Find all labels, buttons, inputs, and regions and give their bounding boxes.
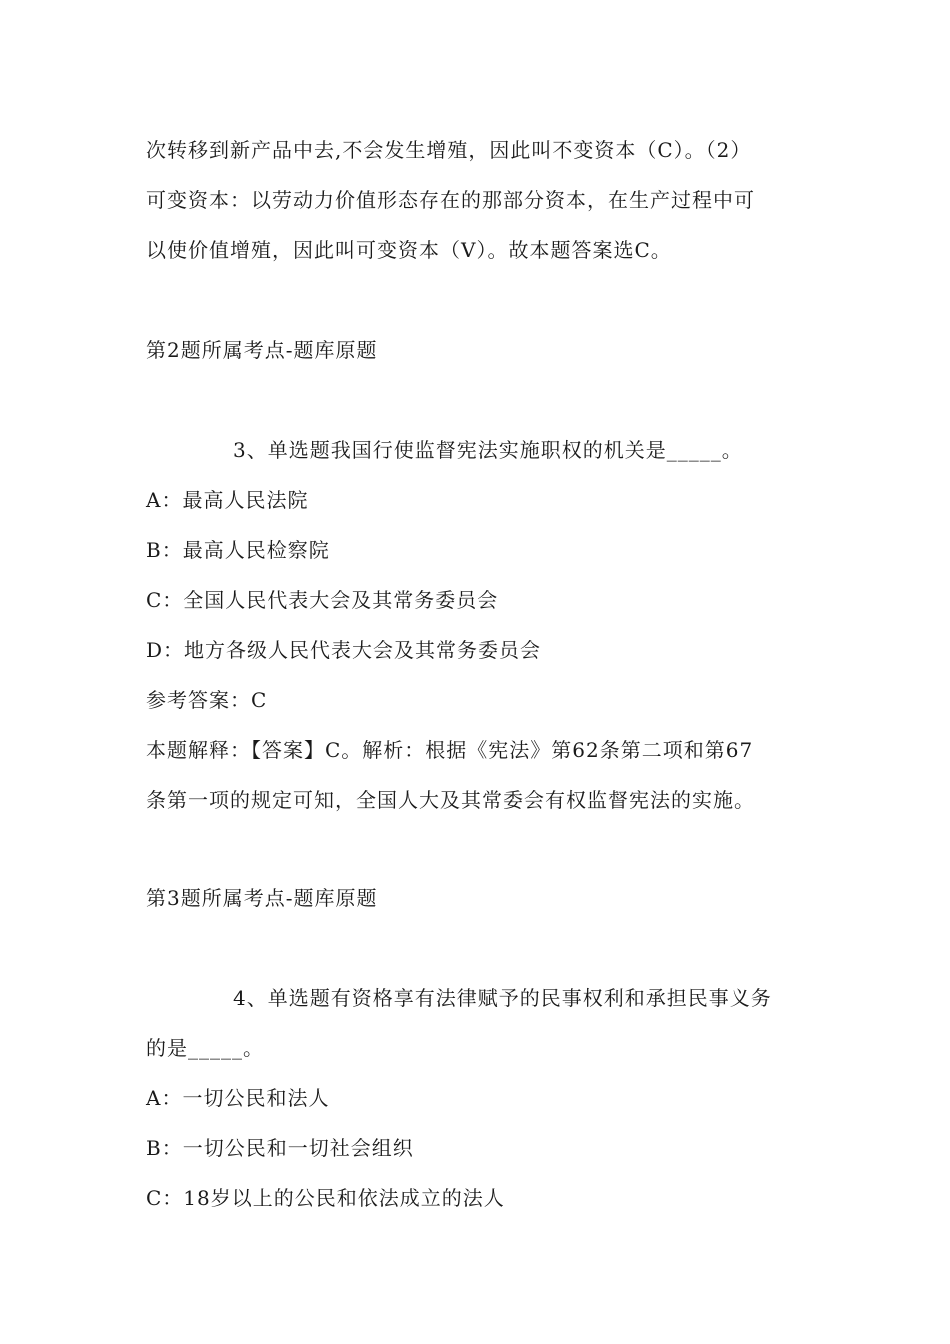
q3-explanation-line-1: 本题解释：【答案】C。解析：根据《宪法》第62条第二项和第67 — [146, 738, 754, 762]
q3-topic: 第3题所属考点-题库原题 — [146, 886, 378, 910]
q4-stem-line-2: 的是_____。 — [146, 1036, 264, 1060]
q3-option-b: B：最高人民检察院 — [146, 538, 330, 562]
q3-answer: 参考答案：C — [146, 688, 268, 712]
continuation-line-3: 以使价值增殖，因此叫可变资本（V）。故本题答案选C。 — [146, 238, 672, 262]
q4-option-c: C：18岁以上的公民和依法成立的法人 — [146, 1186, 505, 1210]
continuation-line-1: 次转移到新产品中去,不会发生增殖，因此叫不变资本（C）。（2） — [146, 138, 752, 162]
q3-stem: 3、单选题我国行使监督宪法实施职权的机关是_____。 — [233, 438, 743, 462]
continuation-line-2: 可变资本：以劳动力价值形态存在的那部分资本，在生产过程中可 — [146, 188, 755, 212]
q3-explanation-line-2: 条第一项的规定可知，全国人大及其常委会有权监督宪法的实施。 — [146, 788, 755, 812]
q3-option-a: A：最高人民法院 — [146, 488, 309, 512]
q4-stem-line-1: 4、单选题有资格享有法律赋予的民事权利和承担民事义务 — [233, 986, 772, 1010]
q4-option-b: B：一切公民和一切社会组织 — [146, 1136, 414, 1160]
q3-option-d: D：地方各级人民代表大会及其常务委员会 — [146, 638, 542, 662]
q2-topic: 第2题所属考点-题库原题 — [146, 338, 378, 362]
q3-option-c: C：全国人民代表大会及其常务委员会 — [146, 588, 499, 612]
q4-option-a: A：一切公民和法人 — [146, 1086, 330, 1110]
